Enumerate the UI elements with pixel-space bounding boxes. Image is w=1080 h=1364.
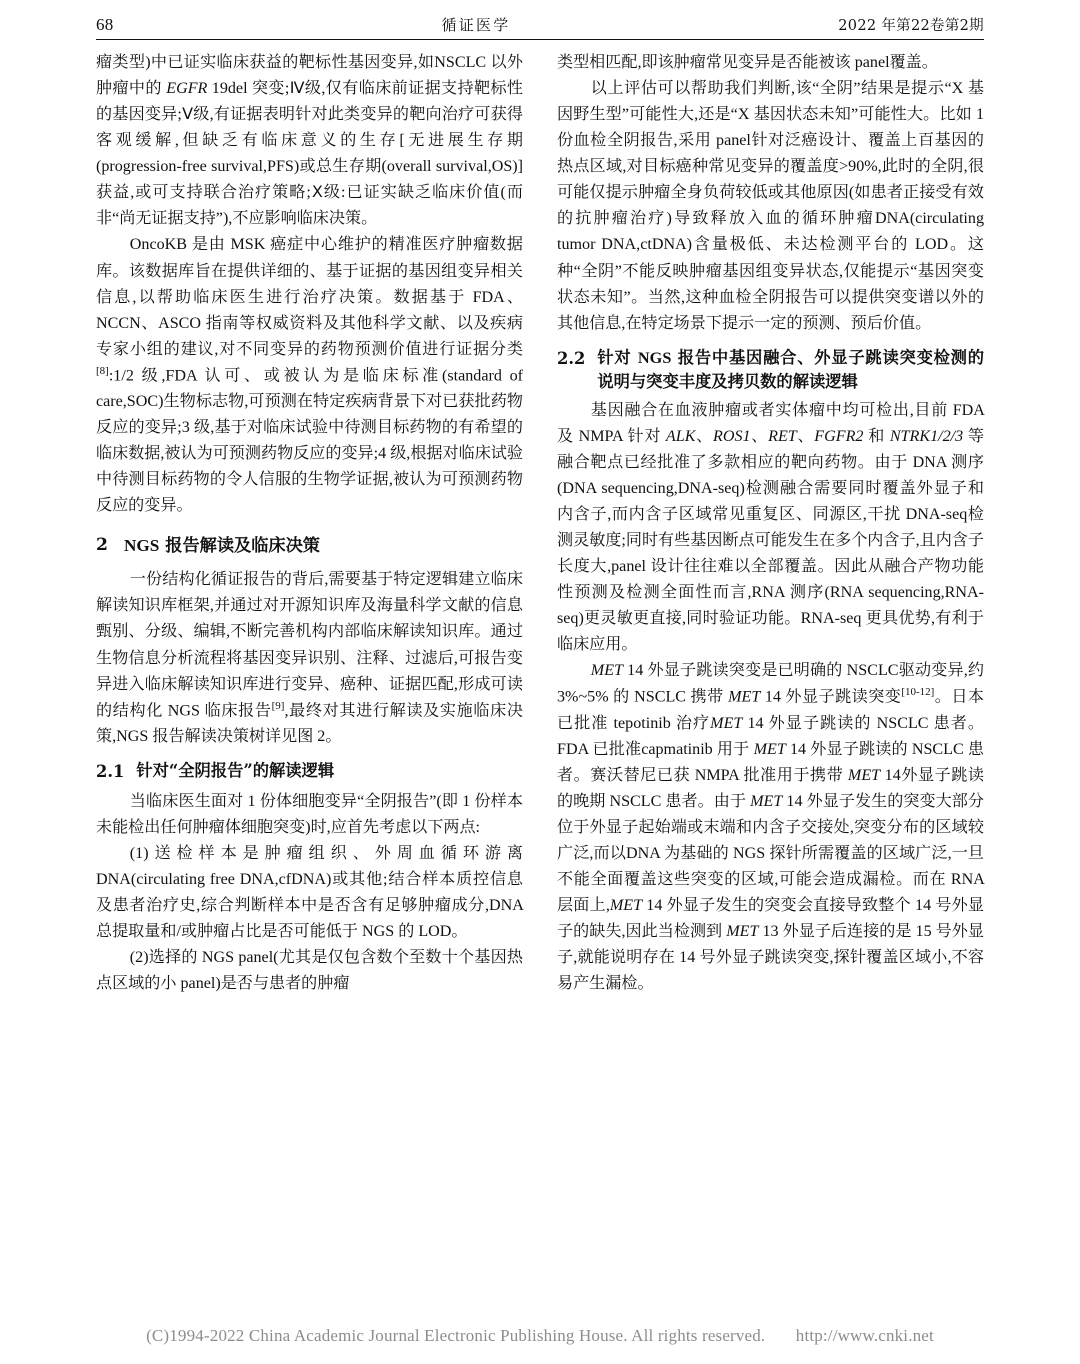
paragraph-continuation-evidence-levels: 瘤类型)中已证实临床获益的靶标性基因变异,如NSCLC 以外肿瘤中的 EGFR 19del 突变;Ⅳ级,仅有临床前证据支持靶标性的基因变异;Ⅴ级,有证据表明针对此类变异的靶向治疗可获得客观缓解,但缺乏有临床意义的生存[无进展生存期(progression-free survival,PFS)或总生存期(overall survival,OS)]获益,或可支持联合治疗策略;Ⅹ级:已证实缺乏临床价值(而非“尚无证据支持”),不应影响临床决策。	[96, 54, 524, 228]
paragraph-continuation-panel-coverage: 类型相匹配,即该肿瘤常见变异是否能被该 panel覆盖。	[557, 54, 938, 71]
paragraph-point-two: (2)选择的 NGS panel(尤其是仅包含数个至数十个基因热点区域的小 panel)是否与患者的肿瘤	[96, 948, 523, 992]
left-column	[96, 50, 523, 1240]
paragraph-report-interpretation: 一份结构化循证报告的背后,需要基于特定逻辑建立临床解读知识库框架,并通过对开源知识库及海量科学文献的信息甄别、分级、编辑,不断完善机构内部临床解读知识库。通过生物信息分析流程将基因变异识别、注释、过滤后,可报告变异进入临床解读知识库进行变异、癌种、证据匹配,形成可读的结构化 NGS 临床报告[9],最终对其进行解读及实施临床决策,NGS 报告解读决策树详见图 2。	[96, 571, 523, 746]
paragraph-gene-fusion: 基因融合在血液肿瘤或者实体瘤中均可检出,目前 FDA 及 NMPA 针对 ALK、ROS1、RET、FGFR2 和 NTRK1/2/3 等融合靶点已经批准了多款相应的靶向药物。由于 DNA 测序(DNA sequencing,DNA-seq)检测融合需要同时覆盖外显子和内含子,而内含子区域常见重复区、同源区,干扰 DNA-seq检测灵敏度;同时有些基因断点可能发生在多个内含子,且内含子长度大,panel 设计往往难以全部覆盖。因此从融合产物功能性预测及检测全面性而言,RNA 测序(RNA sequencing,RNA-seq)更灵敏更直接,同时验证功能。RNA-seq 更具优势,有利于临床应用。	[557, 401, 985, 654]
paragraph-assessment-logic: 以上评估可以帮助我们判断,该“全阴”结果是提示“X 基因野生型”可能性大,还是“X 基因状态未知”可能性大。比如 1 份血检全阴报告,采用 panel针对泛癌设计、覆盖上百基因的热点区域,对目标癌种常见变异的覆盖度>90%,此时的全阴,很可能仅提示肿瘤全身负荷较低或其他原因(如患者正接受有效的抗肿瘤治疗)导致释放入血的循环肿瘤DNA(circulating tumor DNA,ctDNA)含量极低、未达检测平台的 LOD。这种“全阴”不能反映肿瘤基因组变异状态,仅能提示“基因突变状态未知”。当然,这种血检全阴报告可以提供突变谱以外的其他信息,在特定场景下提示一定的预测、预后价值。	[557, 80, 985, 332]
page-number: 68	[96, 15, 114, 34]
paragraph-oncokb: OncoKB 是由 MSK 癌症中心维护的精准医疗肿瘤数据库。该数据库旨在提供详细的、基于证据的基因组变异相关信息,以帮助临床医生进行治疗决策。数据基于 FDA、NCCN、ASCO 指南等权威资料及其他科学文献、以及疾病专家小组的建议,对不同变异的药物预测价值进行证据分类[8]:1/2 级,FDA 认可、或被认为是临床标准(standard of care,SOC)生物标志物,可预测在特定疾病背景下对已获批药物反应的变异;3 级,基于对临床试验中待测目标药物的有希望的临床数据,被认为可预测药物反应的变异;4 级,根据对临床试验中待测目标药物的令人信服的生物学证据,被认为可预测药物反应的变异。	[96, 236, 524, 515]
section-number: 2	[96, 535, 108, 556]
header-rule	[96, 39, 984, 40]
running-head	[96, 14, 984, 39]
body-columns	[96, 50, 984, 1240]
copyright-text: (C)1994-2022 China Academic Journal Electronic Publishing House. All rights reserved.	[146, 1326, 766, 1345]
footer-copyright	[0, 1326, 1080, 1346]
section-heading-2	[96, 532, 523, 561]
cnki-url: http://www.cnki.net	[795, 1326, 934, 1345]
subsection-heading-2-2	[557, 346, 984, 395]
journal-title: 循证医学	[441, 16, 511, 34]
paragraph-all-negative-intro: 当临床医生面对 1 份体细胞变异“全阴报告”(即 1 份样本未能检出任何肿瘤体细胞突变)时,应首先考虑以下两点:	[96, 792, 523, 836]
subsection-title: 针对“全阴报告”的解读逻辑	[136, 761, 335, 781]
subsection-number: 2.1	[96, 762, 125, 782]
right-column	[557, 50, 984, 1240]
paragraph-met-exon14: MET 14 外显子跳读突变是已明确的 NSCLC驱动变异,约 3%~5% 的 NSCLC 携带 MET 14 外显子跳读突变[10-12]。日本已批准 tepotinib 治疗MET 14 外显子跳读的 NSCLC 患者。FDA 已批准capmatinib 用于 MET 14 外显子跳读的 NSCLC 患者。赛沃替尼已获 NMPA 批准用于携带 MET 14外显子跳读的晚期 NSCLC 患者。由于 MET 14 外显子发生的突变大部分位于外显子起始端或末端和内含子交接处,突变分布的区域较广泛,而以DNA 为基础的 NGS 探针所需覆盖的区域广泛,一旦不能全面覆盖这些突变的区域,可能会造成漏检。而在 RNA 层面上,MET 14 外显子发生的突变会直接导致整个 14 号外显子的缺失,因此当检测到 MET 13 外显子后连接的是 15 号外显子,就能说明存在 14 号外显子跳读突变,探针覆盖区域小,不容易产生漏检。	[557, 662, 985, 993]
issue-info: 2022 年第22卷第2期	[838, 18, 984, 34]
section-title: NGS 报告解读及临床决策	[123, 536, 320, 557]
subsection-title: 针对 NGS 报告中基因融合、外显子跳读突变检测的说明与突变丰度及拷贝数的解读逻辑	[597, 347, 985, 392]
subsection-number: 2.2	[557, 348, 586, 368]
subsection-heading-2-1	[96, 759, 523, 785]
paragraph-point-one: (1)送检样本是肿瘤组织、外周血循环游离DNA(circulating free DNA,cfDNA)或其他;结合样本质控信息及患者治疗史,综合判断样本中是否含有足够肿瘤成分,DNA 总提取量和/或肿瘤占比是否可能低于 NGS 的 LOD。	[96, 844, 523, 940]
